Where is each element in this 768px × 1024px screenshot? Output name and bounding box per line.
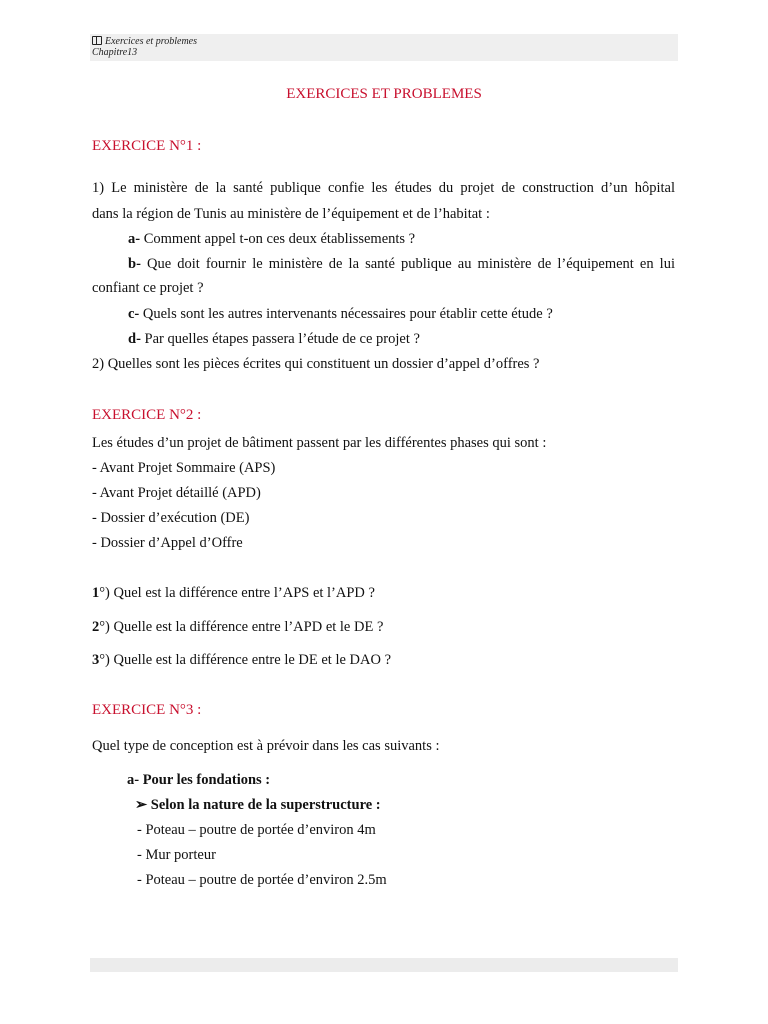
ex3-intro: Quel type de conception est à prévoir dans les cas suivants :	[92, 738, 440, 754]
ex2-q1	[92, 584, 375, 602]
ex2-q3-text: °) Quelle est la différence entre le DE et le DAO ?	[99, 652, 392, 668]
header-chapter: Chapitre13	[92, 47, 138, 58]
ex2-q2-num: 2	[92, 619, 100, 635]
arrow-bullet-icon: ➢	[135, 797, 148, 813]
header-title	[92, 36, 197, 47]
ex1-item-b-line2: confiant ce projet ?	[92, 280, 204, 296]
ex2-phase: - Dossier d’exécution (DE)	[92, 510, 250, 526]
ex2-intro: Les études d’un projet de bâtiment passent par les différentes phases qui sont :	[92, 435, 547, 451]
ex1-item-b	[128, 255, 675, 273]
ex2-heading: EXERCICE N°2 :	[92, 407, 202, 423]
ex1-a-text: Comment appel t-on ces deux établissements ?	[140, 231, 416, 247]
ex1-item-d	[128, 330, 420, 348]
ex2-q1-num: 1	[92, 585, 100, 601]
ex3-item: - Poteau – poutre de portée d’environ 2.5m	[137, 872, 387, 888]
ex1-item-a	[128, 230, 415, 248]
ex1-b-text: Que doit fournir le ministère de la santé publique au ministère de l’équipement en lui	[140, 256, 675, 272]
ex1-item-c	[128, 305, 553, 323]
ex1-heading: EXERCICE N°1 :	[92, 138, 202, 154]
book-icon	[92, 36, 102, 45]
ex3-heading: EXERCICE N°3 :	[92, 702, 202, 718]
ex3-sub-heading-text: Selon la nature de la superstructure :	[147, 797, 381, 813]
ex3-item: - Mur porteur	[137, 847, 216, 863]
ex3-a-heading	[127, 771, 270, 789]
ex1-b-label: b-	[128, 256, 141, 272]
ex1-c-text: Quels sont les autres intervenants nécessaires pour établir cette étude ?	[139, 306, 553, 322]
ex1-c-label: c-	[128, 306, 140, 322]
ex1-a-label: a-	[128, 231, 141, 247]
ex1-d-text: Par quelles étapes passera l’étude de ce projet ?	[140, 331, 420, 347]
ex3-item: - Poteau – poutre de portée d’environ 4m	[137, 822, 376, 838]
header-title-text: Exercices et problemes	[105, 36, 197, 47]
ex1-q1-line2: dans la région de Tunis au ministère de l’équipement et de l’habitat :	[92, 206, 490, 222]
ex2-phase: - Avant Projet détaillé (APD)	[92, 485, 261, 501]
ex1-q1-line1: 1) Le ministère de la santé publique confie les études du projet de construction d’un hôpital	[92, 180, 675, 196]
ex2-q2-text: °) Quelle est la différence entre l’APD et le DE ?	[99, 619, 384, 635]
ex2-q1-text: °) Quel est la différence entre l’APS et l’APD ?	[99, 585, 375, 601]
ex2-q3-num: 3	[92, 652, 100, 668]
footer-band	[90, 958, 678, 972]
ex3-sub-heading	[135, 796, 381, 814]
ex1-d-label: d-	[128, 331, 141, 347]
ex2-phase: - Dossier d’Appel d’Offre	[92, 535, 243, 551]
ex3-a-heading-text: a- Pour les fondations :	[127, 772, 271, 788]
ex2-q3	[92, 651, 391, 669]
ex2-q2	[92, 618, 383, 636]
ex2-phase: - Avant Projet Sommaire (APS)	[92, 460, 276, 476]
ex1-q2: 2) Quelles sont les pièces écrites qui constituent un dossier d’appel d’offres ?	[92, 356, 540, 372]
page-title: EXERCICES ET PROBLEMES	[286, 86, 482, 102]
